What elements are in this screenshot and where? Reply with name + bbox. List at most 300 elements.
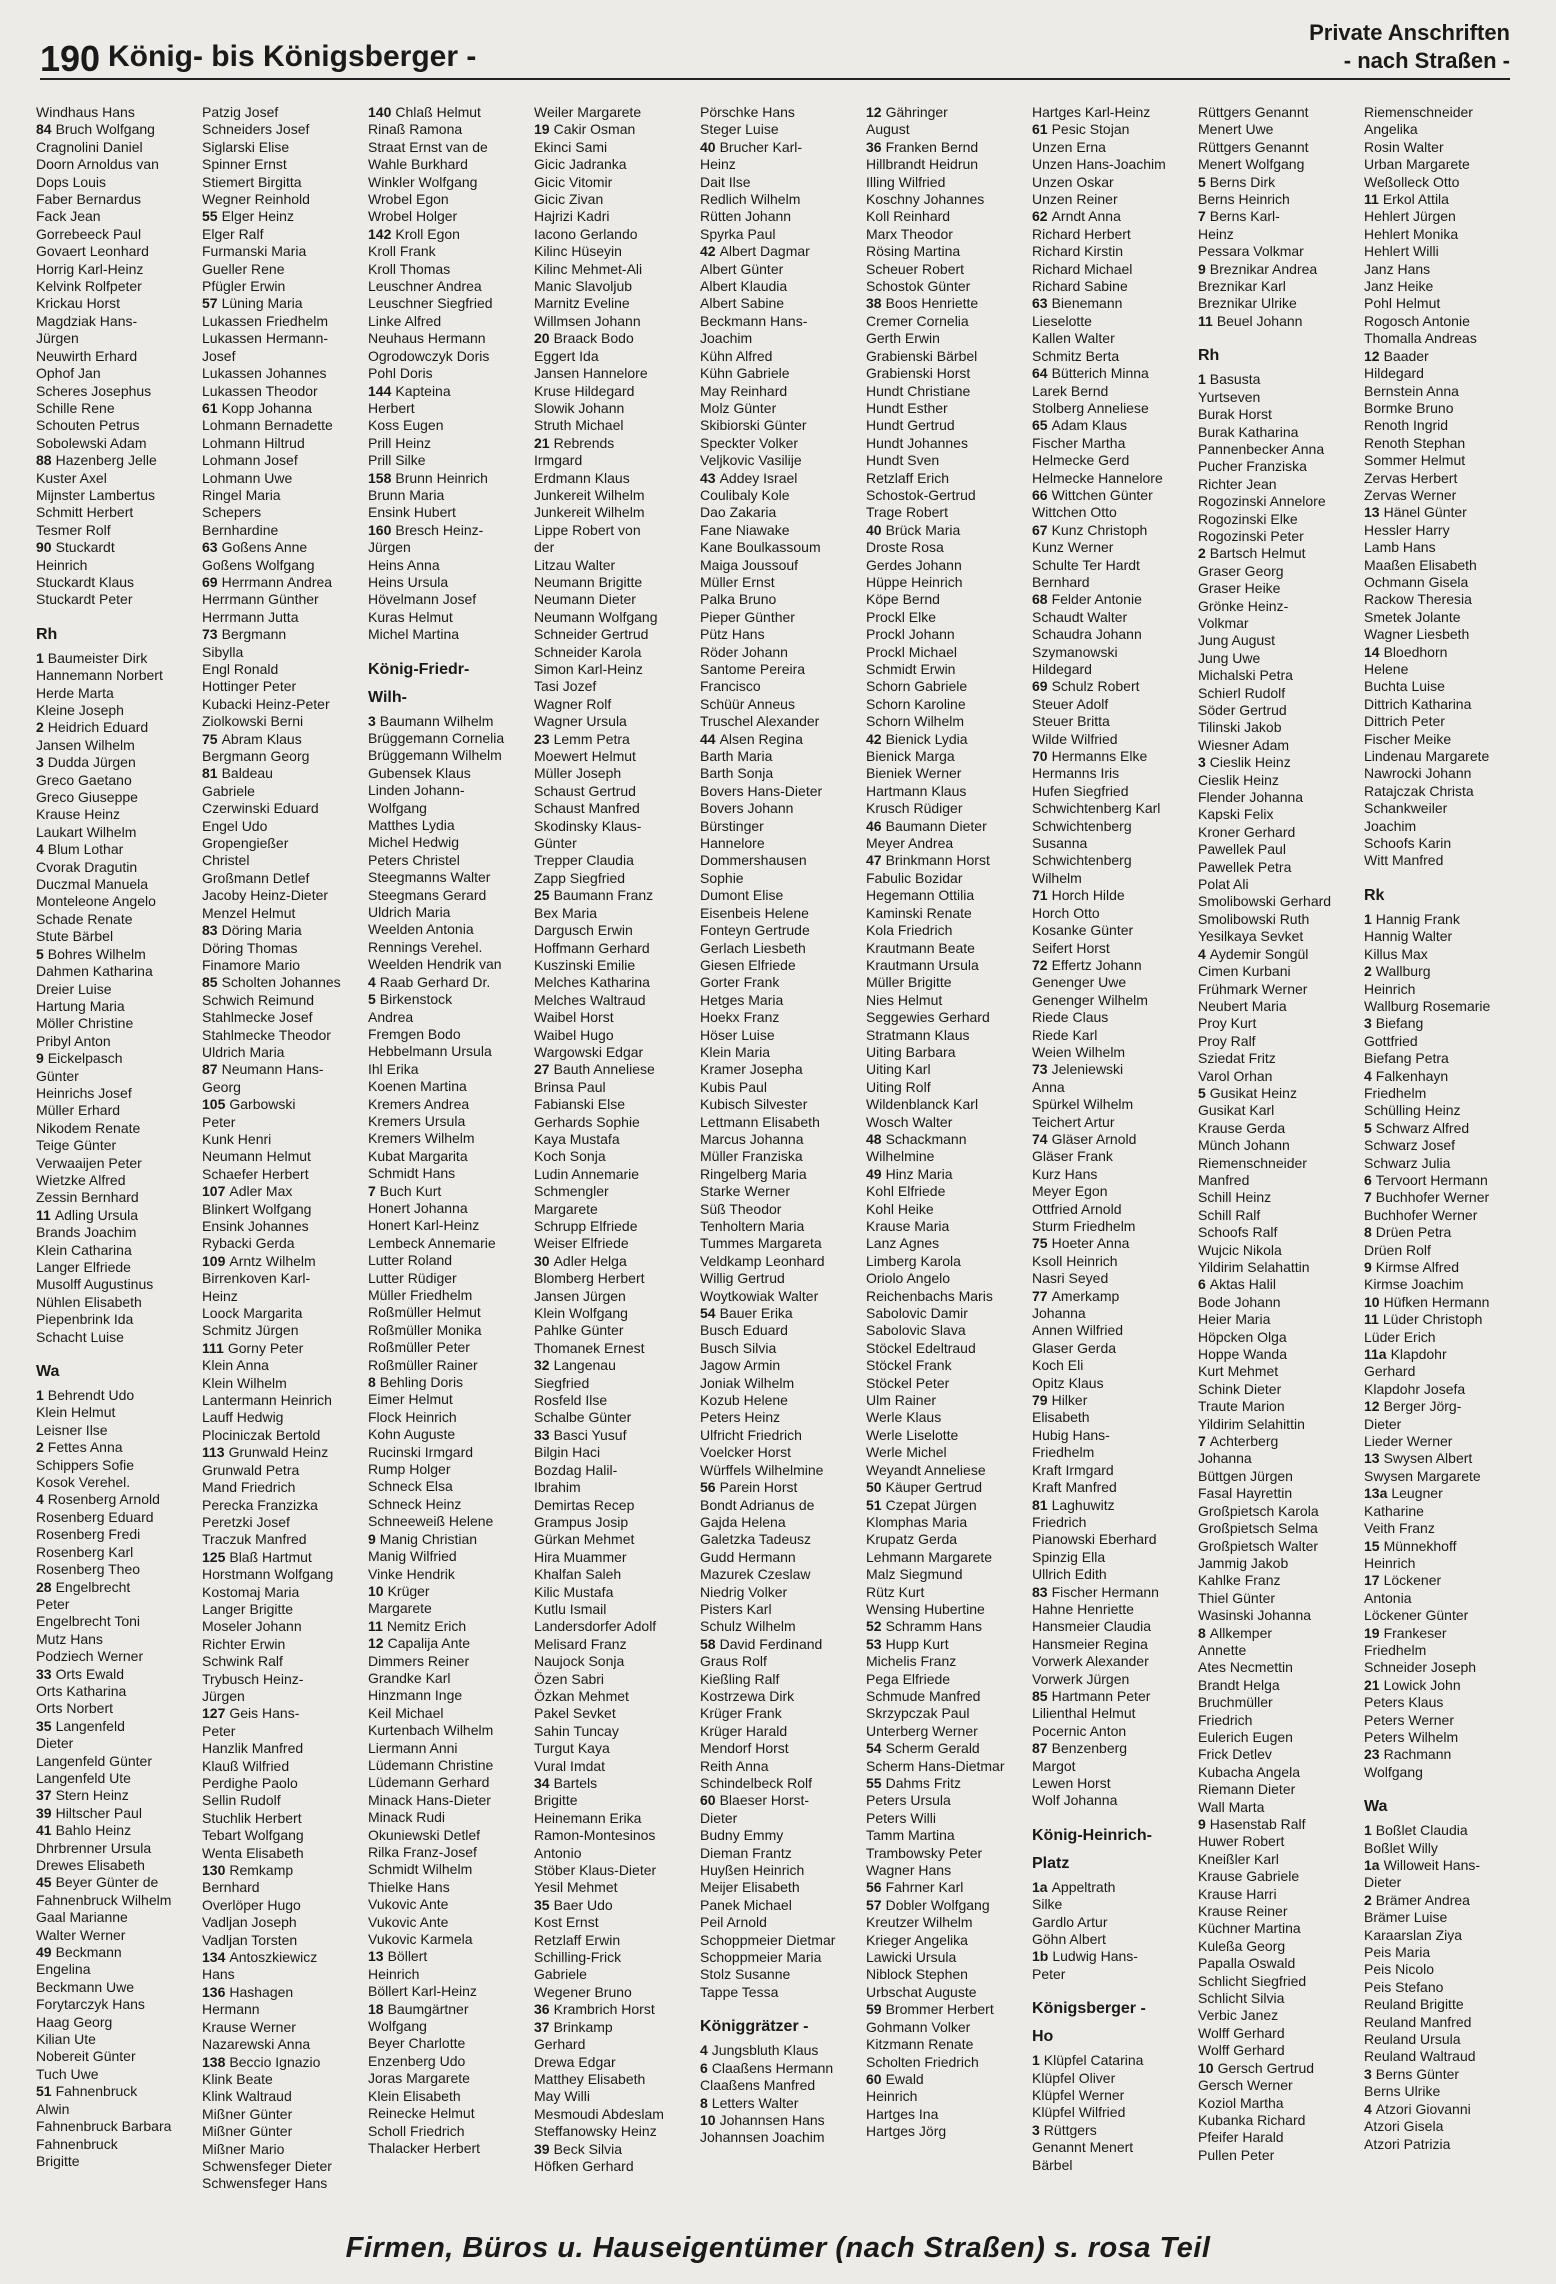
resident-name: Richard Sabine [1032,278,1128,295]
directory-entry [1198,1520,1358,1537]
resident-name: Breznikar Andrea [1209,260,1318,277]
directory-entry [1032,1966,1192,1983]
directory-entry [202,783,362,800]
resident-name: Krieger Angelika [866,1931,968,1948]
directory-entry [202,2071,362,2088]
resident-name: Rüttgers Genannt [1198,104,1309,120]
resident-name: Schaudt Walter [1032,608,1128,625]
resident-name: Molz Günter [700,399,777,416]
directory-entry [866,1357,1026,1374]
directory-entry [866,348,1026,365]
resident-name: Schade Renate [36,910,133,927]
directory-entry [1198,2007,1358,2024]
resident-name: Retzlaff Erich [866,469,949,486]
directory-entry [202,417,362,434]
directory-entry [36,963,196,980]
directory-entry [534,1740,694,1757]
directory-entry [866,1879,1026,1896]
directory-entry [202,1288,362,1305]
directory-entry [36,470,196,487]
resident-name: Blum Lothar [47,841,124,858]
resident-name: Siegfried [534,1374,590,1391]
resident-name: Bartels [553,1775,598,1791]
resident-name: Thielke Hans [368,1878,450,1895]
directory-entry [1364,800,1524,817]
resident-name: Dittrich Katharina [1364,695,1472,712]
directory-entry [534,1549,694,1566]
directory-entry [1198,476,1358,493]
resident-name: Kunz Christoph [1051,521,1148,538]
resident-name: Unterberg Werner [866,1722,978,1739]
resident-name: Vorwerk Alexander [1032,1653,1149,1670]
resident-name: Wasinski Johanna [1198,1607,1312,1624]
resident-name: Neumann Helmut [202,1148,311,1165]
resident-name: Wenta Elisabeth [202,1844,304,1861]
directory-entry [368,2035,528,2052]
directory-entry [1032,678,1192,695]
resident-name: Helmecke Gerd [1032,452,1130,469]
directory-entry [866,1183,1026,1200]
directory-entry [1198,1085,1358,1102]
directory-entry [1364,174,1524,191]
resident-name: Hessler Harry [1364,521,1450,538]
directory-entry [1032,156,1192,173]
resident-name: Heinz [700,156,736,173]
resident-name: Thalacker Herbert [368,2139,481,2156]
directory-entry [866,2036,1026,2053]
resident-name: Hinz Maria [885,1165,953,1182]
resident-name: Magdziak Hans- [36,312,138,329]
directory-entry [36,911,196,928]
directory-entry [368,2105,528,2122]
directory-entry [1032,1375,1192,1392]
resident-name: Rucinski Irmgard [368,1443,474,1460]
resident-name: Wargowski Edgar [534,1043,644,1060]
house-number: 11 [1364,191,1379,208]
resident-name: Bergmann [221,626,287,643]
resident-name: Dudda Jürgen [47,754,136,771]
resident-name: Roßmüller Monika [368,1321,482,1338]
directory-entry [534,1914,694,1931]
directory-entry [1032,487,1192,504]
resident-name: Heinrich [866,2088,918,2105]
directory-entry [1198,1311,1358,1328]
directory-entry [534,800,694,817]
resident-name: Drewes Elisabeth [36,1857,145,1873]
resident-name: Höser Luise [700,1026,775,1043]
resident-name: Thomanek Ernest [534,1339,645,1356]
directory-entry [1364,1840,1524,1857]
resident-name: Boßlet Willy [1364,1839,1438,1856]
directory-entry [202,2036,362,2053]
directory-entry [1364,1857,1524,1874]
resident-name: Beyer Charlotte [368,2035,466,2052]
directory-entry [1198,1276,1358,1293]
house-number: 55 [202,208,218,225]
directory-entry [36,1996,196,2013]
directory-entry [1032,208,1192,225]
resident-name: Reuland Ursula [1364,2031,1461,2048]
directory-entry [368,1809,528,1826]
resident-name: Baader [1383,347,1429,364]
house-number: 3 [368,712,376,729]
directory-entry [36,1979,196,1996]
resident-name: Georg [202,1078,241,1095]
resident-name: Hartung Maria [36,997,125,1014]
directory-entry [36,487,196,504]
resident-name: Pribyl Anton [36,1032,111,1049]
directory-entry [700,1531,860,1548]
resident-name: Krambrich Horst [553,2001,655,2018]
resident-name: Rüttgers [1043,2121,1097,2138]
resident-name: Veljkovic Vasilije [700,452,802,469]
house-number: 109 [202,1252,226,1269]
resident-name: Basci Yusuf [553,1426,627,1443]
house-number: 19 [1364,1624,1380,1641]
resident-name: Schmitt Herbert [36,504,134,521]
resident-name: Stöber Klaus-Dieter [534,1862,657,1879]
resident-name: Schill Heinz [1198,1189,1272,1206]
directory-entry [36,1085,196,1102]
resident-name: Kubisch Silvester [700,1096,808,1113]
directory-entry [534,1758,694,1775]
resident-name: Lowick John [1383,1676,1461,1693]
house-number: 13 [368,1948,384,1965]
house-number: 11 [1364,1311,1379,1328]
directory-entry [1198,1433,1358,1450]
directory-entry [700,1322,860,1339]
resident-name: Rogozinski Annelore [1198,493,1326,510]
directory-entry [1364,365,1524,382]
resident-name: Kilinc Mehmet-Ali [534,260,643,277]
directory-entry [866,278,1026,295]
directory-entry [866,1531,1026,1548]
directory-entry [36,191,196,208]
resident-name: Bienick Lydia [885,730,968,747]
directory-entry [1198,1207,1358,1224]
resident-name: Parein Horst [719,1479,798,1496]
directory-entry [866,1340,1026,1357]
resident-name: Peters Werner [1364,1711,1454,1728]
resident-name: Herbert [368,399,415,416]
directory-entry [866,1462,1026,1479]
directory-entry [700,992,860,1009]
resident-name: Cimen Kurbani [1198,963,1291,980]
resident-name: Schink Dieter [1198,1380,1282,1397]
directory-entry [700,713,860,730]
resident-name: Dahms Fritz [885,1775,962,1791]
directory-entry [1198,1868,1358,1885]
directory-entry [1032,1166,1192,1183]
directory-entry [36,1172,196,1189]
resident-name: Krause Werner [202,2018,296,2035]
directory-entry [36,348,196,365]
directory-entry [1032,1601,1192,1618]
resident-name: Reinecke Helmut [368,2105,475,2122]
directory-entry [368,226,528,243]
directory-entry [36,1805,196,1822]
directory-entry [534,1618,694,1635]
directory-entry [1364,1520,1524,1537]
resident-name: Gropengießer [202,835,289,852]
resident-name: Steuer Britta [1032,713,1110,730]
resident-name: Klein Wolfgang [534,1305,628,1322]
resident-name: Bauer Erika [719,1305,793,1322]
house-number: 3 [1198,754,1206,771]
house-number: 36 [866,138,882,155]
directory-entry [700,940,860,957]
house-number: 10 [1198,2059,1214,2076]
resident-name: Richard Michael [1032,260,1133,277]
resident-name: Burak Katharina [1198,423,1299,440]
resident-name: Cremer Cornelia [866,312,969,329]
resident-name: Tummes Margareta [700,1235,822,1252]
directory-entry [1198,859,1358,876]
directory-entry [1364,191,1524,208]
directory-entry [700,1235,860,1252]
resident-name: Hans [202,1966,235,1983]
resident-name: Goßens Anne [221,539,308,556]
directory-entry [866,1618,1026,1635]
resident-name: Buch Kurt [379,1182,442,1199]
house-number: 6 [700,2059,708,2076]
resident-name: Waibel Horst [534,1009,614,1026]
house-number: 40 [866,521,882,538]
house-number: 13 [1364,1450,1380,1467]
house-number: 1 [1364,1822,1372,1839]
directory-entry [866,2019,1026,2036]
directory-entry [1364,400,1524,417]
house-number: 63 [1032,295,1048,312]
resident-name: Joniak Wilhelm [700,1374,795,1391]
resident-name: Hannig Frank [1375,910,1460,927]
resident-name: Proy Kurt [1198,1015,1257,1032]
resident-name: Beckmann Uwe [36,1978,135,1995]
resident-name: Ophof Jan [36,365,101,382]
resident-name: Margarete [534,1200,598,1217]
resident-name: der [534,539,555,556]
resident-name: Kuras Helmut [368,608,453,625]
directory-entry [1032,1514,1192,1531]
resident-name: Steger Luise [700,121,779,138]
resident-name: Loock Margarita [202,1305,303,1322]
directory-entry [700,591,860,608]
resident-name: Leisner Ilse [36,1421,108,1438]
directory-entry [1198,278,1358,295]
directory-entry [368,1043,528,1060]
directory-entry [700,1566,860,1583]
resident-name: Hilker [1051,1392,1088,1409]
resident-name: Adam Klaus [1051,417,1128,434]
directory-entry [202,435,362,452]
directory-column [1032,104,1192,2209]
resident-name: Wagner Ursula [534,713,627,730]
resident-name: Lettmann Elisabeth [700,1113,820,1130]
resident-name: Weelden Antonia [368,921,474,938]
house-number: 1 [1364,910,1372,927]
directory-entry [202,1827,362,1844]
directory-entry [36,876,196,893]
house-number: 68 [1032,591,1048,608]
directory-entry [1032,835,1192,852]
resident-name: Szymanowski [1032,643,1118,660]
resident-name: Vadljan Torsten [202,1931,298,1948]
resident-name: Wittchen Otto [1032,504,1117,521]
resident-name: Unzen Reiner [1032,191,1118,208]
resident-name: Boos Henriette [885,295,979,312]
directory-entry [202,905,362,922]
directory-entry [202,1462,362,1479]
resident-name: Lüder Erich [1364,1328,1436,1345]
resident-name: Döring Thomas [202,939,298,956]
directory-entry [700,1618,860,1635]
house-number: 69 [1032,678,1048,695]
resident-name: Heinz [1198,225,1234,242]
resident-name: Klüpfel Wilfried [1032,2104,1126,2121]
directory-entry [534,1096,694,1113]
house-number: 5 [1198,173,1206,190]
directory-entry [866,574,1026,591]
resident-name: Margarete [368,1600,432,1617]
resident-name: Krickau Horst [36,295,121,312]
resident-name: Mijnster Lambertus [36,486,156,503]
resident-name: Berns Karl- [1209,208,1280,225]
directory-entry [202,1914,362,1931]
directory-entry [1364,1625,1524,1642]
resident-name: Vural Imdat [534,1757,606,1774]
resident-name: Lewen Horst [1032,1775,1111,1791]
directory-entry [1032,243,1192,260]
resident-name: Uldrich Maria [368,904,451,921]
directory-entry [700,1201,860,1218]
resident-name: Tilinski Jakob [1198,719,1282,736]
resident-name: Neumann Brigitte [534,573,643,590]
resident-name: Bartsch Helmut [1209,545,1306,562]
resident-name: Wilhelm [1032,869,1082,886]
resident-name: Hövelmann Josef [368,591,477,608]
directory-entry [866,2088,1026,2105]
directory-entry [534,1862,694,1879]
resident-name: Uiting Karl [866,1061,931,1078]
resident-name: Neuwirth Erhard [36,347,138,364]
directory-entry [1364,1961,1524,1978]
directory-entry [1364,1572,1524,1589]
resident-name: Weßolleck Otto [1364,173,1460,190]
directory-entry [368,243,528,260]
section-spacer [700,2001,860,2010]
resident-name: Neuhaus Hermann [368,330,486,347]
directory-entry [1364,417,1524,434]
resident-name: Michel Hedwig [368,834,460,851]
directory-entry [368,1374,528,1391]
directory-entry [1198,1346,1358,1363]
resident-name: Müller Franziska [700,1148,803,1165]
directory-entry [36,2118,196,2135]
resident-name: Speckter Volker [700,434,799,451]
directory-entry [202,661,362,678]
directory-entry [1032,1688,1192,1705]
resident-name: Reichenbachs Maris [866,1287,993,1304]
house-number: 21 [534,434,550,451]
directory-entry [1198,295,1358,312]
house-number: 71 [1032,887,1048,904]
resident-name: Kubanka Richard [1198,2111,1306,2128]
directory-entry [1032,1462,1192,1479]
directory-entry [36,278,196,295]
directory-entry [700,852,860,869]
resident-name: Braack Bodo [553,330,634,347]
house-number: 11 [36,1206,51,1223]
house-number: 127 [202,1705,226,1722]
resident-name: Peis Stefano [1364,1978,1444,1995]
directory-entry [1198,191,1358,208]
directory-entry [36,1457,196,1474]
directory-entry [700,1862,860,1879]
resident-name: Bienemann [1051,295,1123,312]
directory-entry [202,2106,362,2123]
directory-entry [36,1561,196,1578]
resident-name: Horch Otto [1032,904,1100,921]
directory-entry [1364,104,1524,121]
resident-name: Seifert Horst [1032,939,1110,956]
directory-entry [1198,121,1358,138]
directory-entry [1364,574,1524,591]
directory-entry [1364,1259,1524,1276]
resident-name: Schilling-Frick [534,1949,622,1966]
directory-entry [700,1444,860,1461]
directory-entry [368,921,528,938]
directory-entry [1198,226,1358,243]
resident-name: Rogozinski Elke [1198,510,1298,527]
directory-entry [36,539,196,556]
house-number: 5 [368,991,376,1008]
resident-name: Kaminski Renate [866,904,972,921]
directory-entry [1198,313,1358,330]
directory-entry [1364,278,1524,295]
resident-name: Graser Heike [1198,580,1281,597]
directory-entry [1032,870,1192,887]
resident-name: Großpietsch Walter [1198,1537,1319,1554]
resident-name: Horstmann Wolfgang [202,1566,334,1583]
directory-entry [1032,1444,1192,1461]
resident-name: Kneißler Karl [1198,1850,1279,1867]
directory-entry [866,243,1026,260]
resident-name: Susanna [1032,835,1088,852]
directory-entry [36,156,196,173]
directory-entry [1364,1694,1524,1711]
resident-name: Wolfgang [368,2018,427,2035]
directory-entry [1032,1531,1192,1548]
resident-name: Prockl Elke [866,608,937,625]
house-number: 87 [1032,1740,1048,1757]
directory-entry [700,261,860,278]
directory-entry [866,818,1026,835]
resident-name: Manfred [1198,1171,1250,1188]
directory-entry [866,330,1026,347]
directory-entry [368,1391,528,1408]
resident-name: Wiesner Adam [1198,736,1290,753]
resident-name: Fischer Hermann [1051,1583,1159,1600]
resident-name: Yurtseven [1198,388,1261,405]
resident-name: Addey Israel [719,469,798,486]
directory-entry [700,800,860,817]
directory-entry [534,591,694,608]
resident-name: Andrea [368,1008,414,1025]
directory-entry [36,1259,196,1276]
resident-name: Käuper Gertrud [885,1479,983,1496]
directory-entry [368,435,528,452]
resident-name: Stuchlik Herbert [202,1809,302,1826]
